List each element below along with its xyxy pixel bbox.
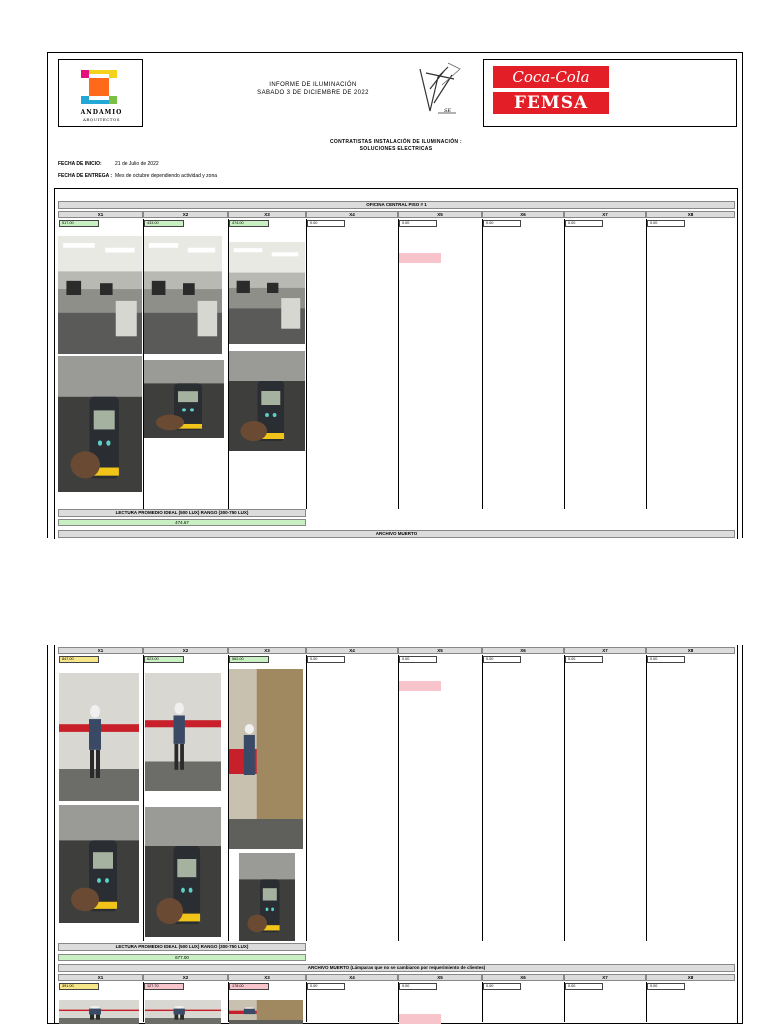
lux-value-x7: 0.00 [565,220,603,227]
lux-value-x3: 178.00 [229,983,269,990]
column-divider [398,655,399,941]
photo-office-x2 [144,236,222,354]
column-divider [306,219,307,509]
x5-highlight-mark [399,253,441,263]
lux-value-x2: 127.70 [144,983,184,990]
column-header-x8: X8 [646,974,735,981]
photo-luxmeter-x2 [145,807,221,937]
column-header-x4: X4 [306,211,398,218]
signature-icon [408,59,468,121]
column-header-x5: X5 [398,647,482,654]
column-header-x7: X7 [564,647,646,654]
photo-luxmeter-x2 [144,360,224,438]
lux-value-x7: 0.00 [565,656,603,663]
column-header-x6: X6 [482,211,564,218]
photo-person-x1 [59,673,139,801]
column-header-x8: X8 [646,647,735,654]
photo-archive-x1 [59,1000,139,1024]
andamio-subtitle: ARQUITECTOS [83,117,120,122]
photo-office-x3 [229,242,305,344]
column-header-x4: X4 [306,647,398,654]
column-header-x8: X8 [646,211,735,218]
average-label: LECTURA PROMEDIO IDEAL (500 LUX) RANGO (300-750 LUX) [58,509,306,517]
next-section-title: ARCHIVO MUERTO [58,530,735,538]
column-divider [143,982,144,1022]
column-header-x4: X4 [306,974,398,981]
column-header-x1: X1 [58,647,143,654]
lux-value-x8: 0.00 [647,983,685,990]
andamio-logo [58,59,143,127]
column-header-x6: X6 [482,974,564,981]
column-divider [482,219,483,509]
photo-archive-x2 [145,1000,221,1024]
average-label: LECTURA PROMEDIO IDEAL (500 LUX) RANGO (300-750 LUX) [58,943,306,951]
report-title-block [218,81,408,97]
lux-value-x2: 433.00 [144,220,184,227]
section-title: ARCHIVO MUERTO (Lámparas que no se cambiaron por requerimiento de clientes) [58,964,735,972]
column-divider [482,982,483,1022]
section-title: OFICINA CENTRAL PISO # 1 [58,201,735,209]
column-header-x2: X2 [143,974,228,981]
column-header-x1: X1 [58,211,143,218]
column-divider [564,219,565,509]
photo-shelves-x3 [229,669,303,849]
average-value: 677.00 [58,954,306,961]
column-divider [306,655,307,941]
column-header-x3: X3 [228,647,306,654]
report-page-1 [47,52,743,538]
column-divider [646,982,647,1022]
lux-value-x3: 474.00 [229,220,269,227]
column-header-x7: X7 [564,211,646,218]
lux-value-x1: 847.00 [59,656,99,663]
column-header-x3: X3 [228,974,306,981]
contractor-name: SOLUCIONES ELECTRICAS [359,146,433,152]
contractor-block [278,139,514,153]
andamio-name: ANDAMIO [80,109,123,116]
report-date: SABADO 3 DE DICIEMBRE DE 2022 [257,90,369,96]
lux-value-x7: 0.00 [565,983,603,990]
column-divider [564,655,565,941]
measurement-table-1 [54,188,738,539]
column-header-x6: X6 [482,647,564,654]
column-header-x5: X5 [398,974,482,981]
lux-value-x6: 0.00 [483,656,521,663]
lux-value-x2: 623.00 [144,656,184,663]
photo-luxmeter-x3 [239,853,295,941]
delivery-date-value: Mes de octubre dependiendo actividad y zona [115,173,218,179]
femsa-logo: FEMSA [493,92,609,114]
coca-cola-femsa-logo [483,59,737,127]
column-divider [482,655,483,941]
lux-value-x4: 0.00 [307,983,345,990]
column-divider [646,655,647,941]
contractor-label: CONTRATISTAS INSTALACIÓN DE ILUMINACIÓN : [329,139,462,145]
x5-highlight-mark [399,1014,441,1024]
column-header-x2: X2 [143,647,228,654]
column-header-x2: X2 [143,211,228,218]
signature-initials: SE [444,108,452,114]
andamio-mark-icon [81,70,117,104]
photo-archive-x3 [229,1000,303,1024]
column-header-x7: X7 [564,974,646,981]
measurement-table-2 [54,645,738,1024]
lux-value-x4: 0.00 [307,220,345,227]
lux-value-x5: 0.00 [399,983,437,990]
lux-value-x1: 517.00 [59,220,99,227]
start-date-label: FECHA DE INICIO: [58,161,102,167]
column-header-x1: X1 [58,974,143,981]
lux-value-x5: 0.00 [399,220,437,227]
column-divider [564,982,565,1022]
photo-person-x2 [145,673,221,791]
coca-cola-logo: Coca-Cola [493,66,609,88]
report-page-2 [47,645,743,1024]
x5-highlight-mark [399,681,441,691]
column-header-x5: X5 [398,211,482,218]
lux-value-x3: 562.00 [229,656,269,663]
lux-value-x8: 0.00 [647,656,685,663]
start-date-value: 21 de Julio de 2022 [115,161,159,167]
photo-luxmeter-x1 [59,805,139,923]
delivery-date-label: FECHA DE ENTREGA : [58,173,113,179]
column-header-x3: X3 [228,211,306,218]
lux-value-x8: 0.00 [647,220,685,227]
lux-value-x1: 391.00 [59,983,99,990]
column-divider [143,655,144,941]
lux-value-x6: 0.00 [483,220,521,227]
lux-value-x4: 0.00 [307,656,345,663]
lux-value-x6: 0.00 [483,983,521,990]
column-divider [646,219,647,509]
column-divider [306,982,307,1022]
photo-luxmeter-x3 [229,351,305,451]
lux-value-x5: 0.00 [399,656,437,663]
photo-luxmeter-x1 [58,356,142,492]
photo-office-x1 [58,236,142,354]
average-value: 474.67 [58,519,306,526]
report-title: INFORME DE ILUMINACIÓN [269,82,357,88]
